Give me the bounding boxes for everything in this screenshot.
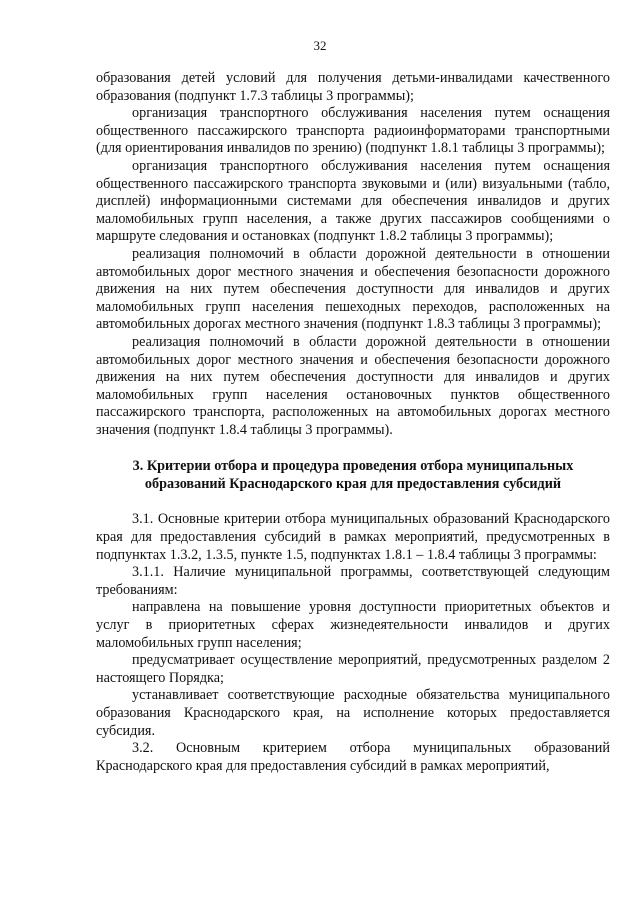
paragraph: организация транспортного обслуживания населения путем оснащения общественного пассажирского транспорта звуковыми и (или) визуальными (табло, дисплей) информационными системами для обеспечения инвалидов и других маломобильных групп населения, а также других пассажиров сообщениями о маршруте следования и остановках (подпункт 1.8.2 таблицы 3 программы); xyxy=(96,157,610,245)
paragraph: устанавливает соответствующие расходные обязательства муниципального образования Краснодарского края, на исполнение которых предоставляется субсидия. xyxy=(96,687,610,739)
paragraph: направлена на повышение уровня доступности приоритетных объектов и услуг в приоритетных сферах жизнедеятельности инвалидов и других маломобильных групп населения; xyxy=(96,599,610,651)
paragraph: 3.1.1. Наличие муниципальной программы, соответствующей следующим требованиям: xyxy=(96,564,610,598)
section-3-body xyxy=(96,511,610,775)
paragraph: 3.1. Основные критерии отбора муниципальных образований Краснодарского края для предоставления субсидий в рамках мероприятий, предусмотренных в подпунктах 1.3.2, 1.3.5, пункте 1.5, подпунктах 1.8.1 – 1.8.4 таблицы 3 программы: xyxy=(96,511,610,563)
section-heading xyxy=(96,457,610,493)
paragraph: предусматривает осуществление мероприятий, предусмотренных разделом 2 настоящего Порядка; xyxy=(96,652,610,686)
paragraph: образования детей условий для получения детьми-инвалидами качественного образования (подпункт 1.7.3 таблицы 3 программы); xyxy=(96,70,610,104)
paragraph: 3.2. Основным критерием отбора муниципальных образований Краснодарского края для предоставления субсидий в рамках мероприятий, xyxy=(96,740,610,774)
section-2-continuation xyxy=(96,70,610,439)
paragraph: реализация полномочий в области дорожной деятельности в отношении автомобильных дорог местного значения и обеспечения безопасности дорожного движения на них путем обеспечения доступности для инвалидов и других маломобильных групп населения остановочных пунктов общественного пассажирского транспорта, расположенных на автомобильных дорогах местного значения (подпункт 1.8.4 таблицы 3 программы). xyxy=(96,333,610,438)
section-heading-line-1: 3. Критерии отбора и процедура проведения отбора муниципальных xyxy=(132,458,574,475)
section-heading-line-2: образований Краснодарского края для предоставления субсидий xyxy=(144,476,562,493)
page-number: 32 xyxy=(313,38,327,53)
document-body xyxy=(96,70,610,775)
paragraph: реализация полномочий в области дорожной деятельности в отношении автомобильных дорог местного значения и обеспечения безопасности дорожного движения на них путем обеспечения доступности для инвалидов и других маломобильных групп населения пешеходных переходов, расположенных на автомобильных дорогах местного значения (подпункт 1.8.3 таблицы 3 программы); xyxy=(96,245,610,333)
paragraph: организация транспортного обслуживания населения путем оснащения общественного пассажирского транспорта радиоинформаторами транспортными (для ориентирования инвалидов по зрению) (подпункт 1.8.1 таблицы 3 программы); xyxy=(96,105,610,157)
